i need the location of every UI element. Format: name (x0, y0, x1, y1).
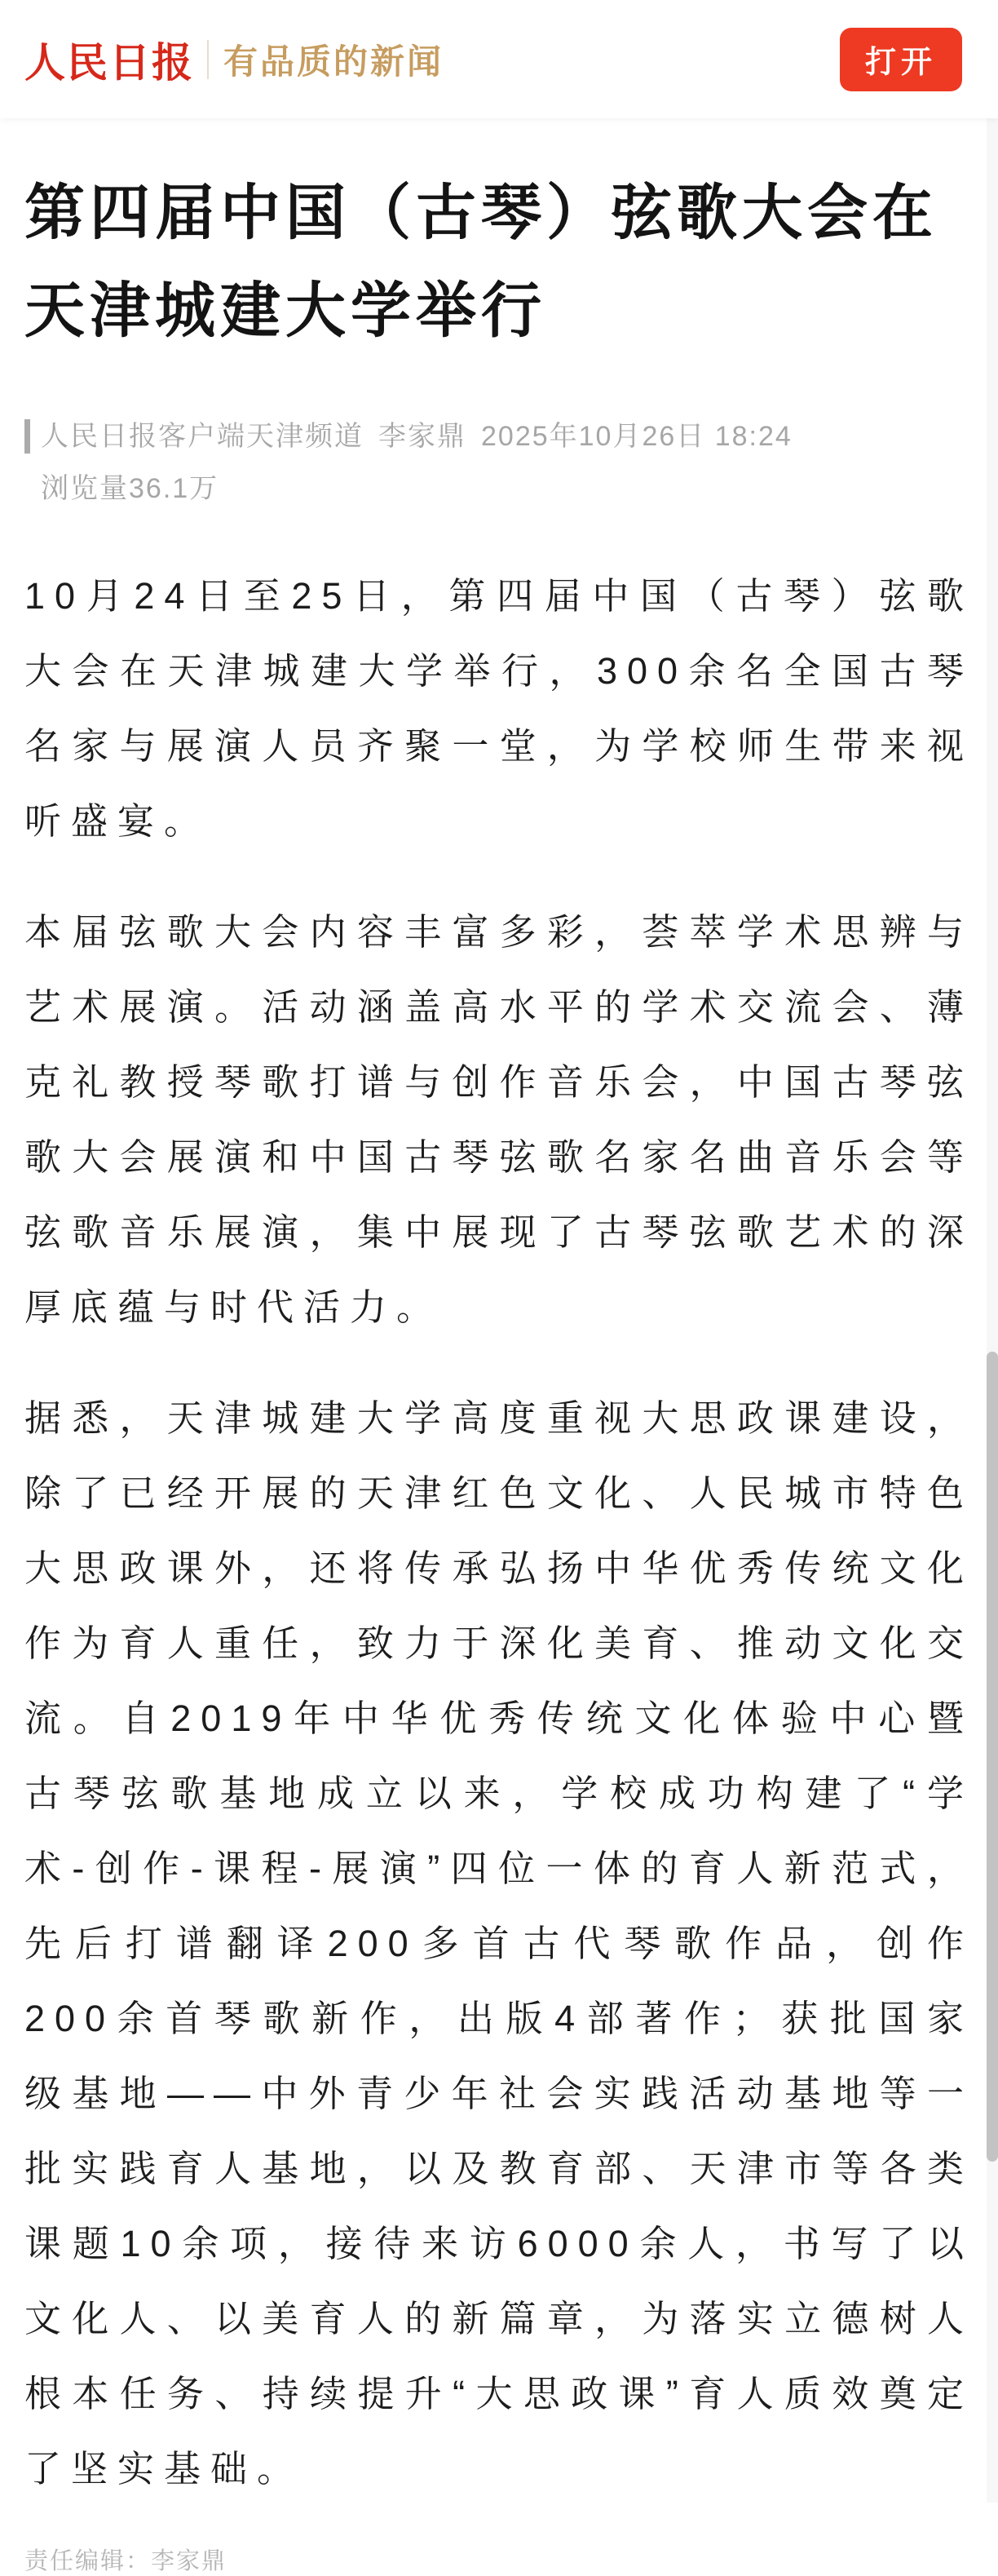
byline-source: 人民日报客户端天津频道 (41, 421, 364, 452)
article-paragraph: 据悉，天津城建大学高度重视大思政课建设，除了已经开展的天津红色文化、人民城市特色大思政课外，还将传承弘扬中华优秀传统文化作为育人重任，致力于深化美育、推动文化交流。自2019年中华优秀传统文化体验中心暨古琴弦歌基地成立以来，学校成功构建了“学术-创作-课程-展演”四位一体的育人新范式，先后打谱翻译200多首古代琴歌作品，创作200余首琴歌新作，出版4部著作；获批国家级基地——中外青少年社会实践活动基地等一批实践育人基地，以及教育部、天津市等各类课题10余项，接待来访6000余人，书写了以文化人、以美育人的新篇章，为落实立德树人根本任务、持续提升“大思政课”育人质效奠定了坚实基础。 (24, 1397, 974, 2490)
header-slogan: 有品质的新闻 (223, 42, 444, 81)
byline-marker (24, 419, 30, 454)
article-body (24, 559, 974, 2507)
app-banner (0, 0, 998, 118)
byline-author: 李家鼎 (378, 421, 466, 452)
open-app-button[interactable]: 打开 (840, 28, 962, 91)
peoples-daily-logo[interactable]: 人民日报 (24, 38, 194, 86)
editor-note: 责任编辑：李家鼎 (24, 2548, 227, 2574)
article-paragraph: 10月24日至25日，第四届中国（古琴）弦歌大会在天津城建大学举行，300余名全国古琴名家与展演人员齐聚一堂，为学校师生带来视听盛宴。 (24, 575, 974, 842)
article-byline (24, 410, 974, 515)
byline-views: 浏览量36.1万 (41, 473, 219, 504)
scrollbar-thumb[interactable] (987, 1352, 998, 2162)
byline-line-meta (41, 410, 974, 463)
article-content (0, 164, 998, 2576)
article-paragraph: 本届弦歌大会内容丰富多彩，荟萃学术思辨与艺术展演。活动涵盖高水平的学术交流会、薄克礼教授琴歌打谱与创作音乐会，中国古琴弦歌大会展演和中国古琴弦歌名家名曲音乐会等弦歌音乐展演，集中展现了古琴弦歌艺术的深厚底蕴与时代活力。 (24, 911, 974, 1328)
article-title: 第四届中国（古琴）弦歌大会在天津城建大学举行 (24, 179, 938, 344)
header-divider (207, 40, 209, 79)
scrollbar-track (987, 118, 998, 2503)
byline-datetime: 2025年10月26日 18:24 (481, 421, 793, 452)
